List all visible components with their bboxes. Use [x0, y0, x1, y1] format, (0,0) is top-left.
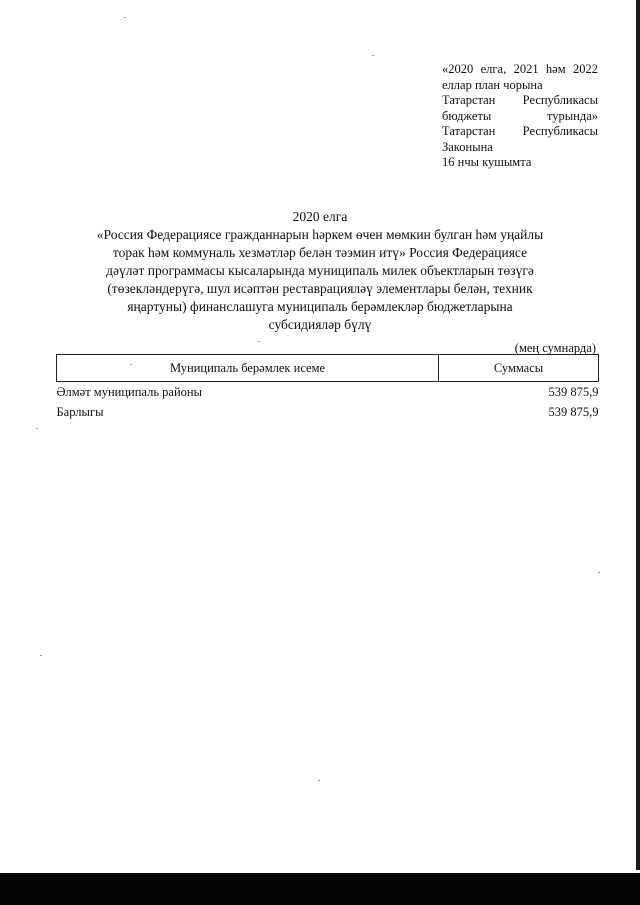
table-header-row [57, 355, 599, 382]
title-line: торак һәм коммуналь хезмәтләр белән тәэмин итү» Россия Федерациясе [112, 245, 528, 260]
scan-speck [258, 341, 260, 342]
scan-speck [318, 780, 320, 781]
scan-speck [598, 572, 600, 573]
title-line: дәүләт программасы кысаларында муниципаль милек объектларын төзүгә [106, 263, 534, 278]
document-title [70, 208, 570, 334]
title-line: (төзекләндерүгә, шул исәптән реставрацияләү элементлары белән, техник [107, 281, 533, 296]
header-note-line-6: Законына [442, 139, 493, 154]
scan-speck [372, 55, 374, 56]
column-header-municipality: Муниципаль берәмлек исеме [57, 355, 439, 382]
header-note-line-5: Татарстан Республикасы [442, 124, 598, 138]
header-note-line-4: бюджеты турында» [442, 108, 598, 123]
column-header-amount: Суммасы [439, 355, 599, 382]
subsidy-table [56, 354, 599, 422]
table-row-total [57, 402, 599, 422]
amount-value: 539 875,9 [548, 384, 599, 399]
header-note-line-2: еллар план чорына [442, 77, 543, 92]
title-line: «Россия Федерациясе гражданнарын һәркем өчен мөмкин булган һәм уңайлы [96, 227, 544, 242]
table-row [57, 382, 599, 403]
scan-speck [124, 17, 126, 18]
header-note-line-1: «2020 елга, 2021 һәм 2022 [442, 62, 598, 76]
scan-speck [40, 655, 42, 656]
total-label: Барлыгы [56, 404, 104, 419]
scan-speck [36, 428, 38, 429]
header-note-line-7: 16 нчы кушымта [442, 155, 532, 169]
scan-edge-bottom [0, 873, 640, 905]
title-year: 2020 елга [292, 209, 348, 224]
title-line: субсидияләр бүлү [268, 317, 372, 332]
municipality-name: Әлмәт муниципаль районы [56, 384, 202, 399]
scan-edge-right [636, 0, 640, 870]
units-note: (мең сумнарда) [514, 341, 596, 355]
total-amount: 539 875,9 [548, 404, 599, 419]
appendix-header-note [442, 62, 598, 171]
title-line: яңартуны) финанслашуга муниципаль берәмлекләр бюджетларына [127, 299, 513, 314]
scan-speck [130, 364, 132, 365]
header-note-line-3: Татарстан Республикасы [442, 93, 598, 107]
